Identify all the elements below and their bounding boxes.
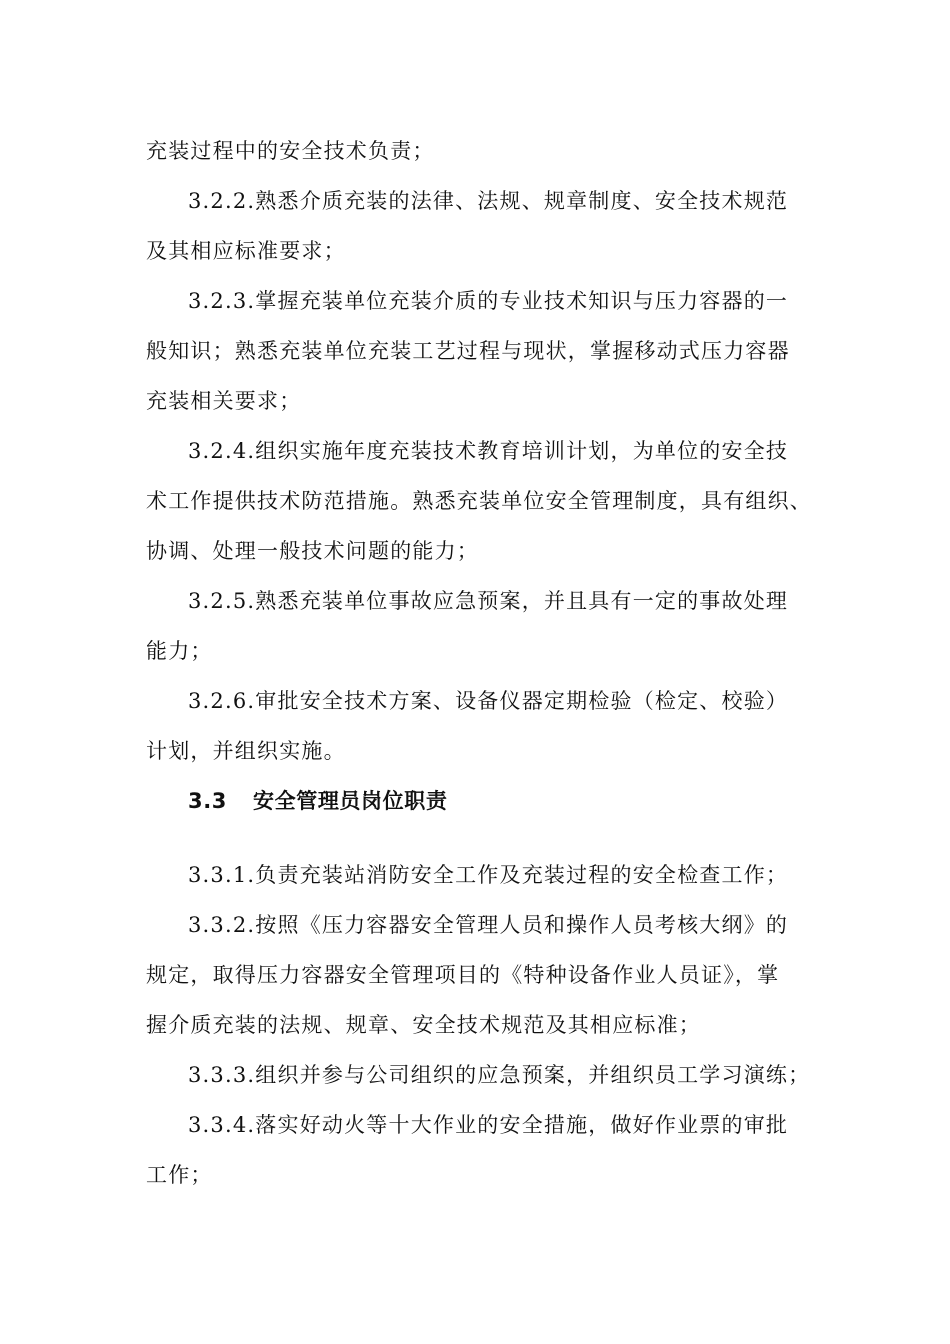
text-line-item-3-2-6: 3.2.6.审批安全技术方案、设备仪器定期检验（检定、校验） [188, 689, 789, 713]
text-line-item-3-3-4: 3.3.4.落实好动火等十大作业的安全措施，做好作业票的审批 [188, 1113, 789, 1137]
section-number: 3.3 [188, 789, 228, 813]
text-line-item-3-2-2: 3.2.2.熟悉介质充装的法律、法规、规章制度、安全技术规范 [188, 189, 789, 213]
text-line: 握介质充装的法规、规章、安全技术规范及其相应标准； [146, 1013, 701, 1037]
text-line-item-3-2-3: 3.2.3.掌握充装单位充装介质的专业技术知识与压力容器的一 [188, 289, 789, 313]
text-line-item-3-3-3: 3.3.3.组织并参与公司组织的应急预案，并组织员工学习演练； [188, 1063, 811, 1087]
text-line-item-3-3-1: 3.3.1.负责充装站消防安全工作及充装过程的安全检查工作； [188, 863, 789, 887]
section-title: 安全管理员岗位职责 [253, 789, 448, 813]
text-line: 工作； [146, 1163, 213, 1187]
text-line-item-3-2-5: 3.2.5.熟悉充装单位事故应急预案，并且具有一定的事故处理 [188, 589, 789, 613]
text-line-item-3-2-4: 3.2.4.组织实施年度充装技术教育培训计划，为单位的安全技 [188, 439, 789, 463]
text-line: 计划，并组织实施。 [146, 739, 346, 763]
text-line: 协调、处理一般技术问题的能力； [146, 539, 479, 563]
text-line: 充装相关要求； [146, 389, 302, 413]
text-line: 术工作提供技术防范措施。熟悉充装单位安全管理制度，具有组织、 [146, 489, 812, 513]
text-line: 充装过程中的安全技术负责； [146, 139, 435, 163]
text-line: 能力； [146, 639, 213, 663]
text-line-item-3-3-2: 3.3.2.按照《压力容器安全管理人员和操作人员考核大纲》的 [188, 913, 789, 937]
section-heading [188, 788, 447, 814]
text-line: 及其相应标准要求； [146, 239, 346, 263]
text-line: 般知识；熟悉充装单位充装工艺过程与现状，掌握移动式压力容器 [146, 339, 790, 363]
text-line: 规定，取得压力容器安全管理项目的《特种设备作业人员证》，掌 [146, 963, 780, 987]
